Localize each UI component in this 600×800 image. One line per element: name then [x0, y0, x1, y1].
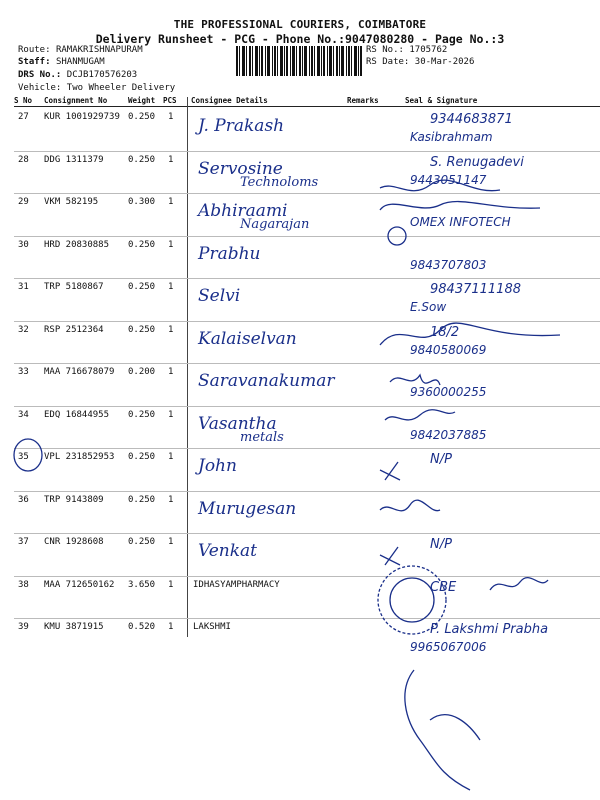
signature-scribble [490, 578, 548, 590]
row-consignment-no: TRP 5180867 [44, 282, 104, 292]
handwritten-consignee: Saravanakumar [198, 371, 335, 391]
signature-scribble [385, 410, 455, 420]
row-consignment-no: HRD 20830885 [44, 239, 110, 250]
row-pcs: 1 [168, 409, 174, 420]
handwritten-consignee: Kalaiselvan [198, 328, 297, 349]
row-weight: 0.200 [128, 367, 156, 377]
signature-phone: E.Sow [410, 300, 447, 314]
row-consignment-no: DDG 1311379 [44, 154, 104, 165]
tick-mark [380, 547, 400, 565]
col-sno: S No [14, 96, 33, 105]
row-weight: 0.250 [128, 112, 156, 122]
row-sno: 32 [18, 324, 29, 335]
signature-scribble [430, 715, 480, 740]
row-weight: 0.250 [128, 409, 156, 420]
row-weight: 0.250 [128, 239, 156, 250]
row-pcs: 1 [168, 282, 174, 292]
runsheet-title: Delivery Runsheet - PCG - Phone No.:9047080280 - Page No.:3 [95, 32, 505, 46]
row-weight: 0.250 [128, 452, 156, 462]
signature-scribble [390, 375, 440, 385]
handwritten-consignee-line2: metals [240, 429, 284, 445]
row-consignment-no: MAA 712650162 [44, 579, 115, 590]
tick-mark [380, 462, 400, 480]
row-pcs: 1 [168, 537, 174, 547]
row-sno: 30 [18, 239, 29, 250]
row-pcs: 1 [168, 622, 174, 632]
vehicle-label: Vehicle: [18, 83, 62, 93]
company-title: THE PROFESSIONAL COURIERS, COIMBATORE [173, 18, 427, 31]
rs-no-value: 1705762 [409, 45, 448, 55]
signature-text: 9344683871 [430, 112, 513, 127]
handwritten-consignee: Venkat [198, 541, 257, 561]
col-seal-signature: Seal & Signature [405, 96, 478, 105]
row-consignment-no: MAA 716678079 [44, 367, 115, 377]
row-sno: 39 [18, 622, 29, 632]
row-sno: 38 [18, 579, 29, 590]
signature-text: 18/2 [430, 324, 460, 340]
col-consignee: Consignee Details [191, 96, 268, 105]
row-consignment-no: VKM 582195 [44, 197, 99, 207]
row-sno: 27 [18, 112, 29, 122]
row-sno: 28 [18, 154, 29, 165]
handwritten-consignee: Servosine [198, 158, 283, 179]
row-weight: 0.250 [128, 537, 156, 547]
route-label: Route: [18, 45, 51, 55]
signature-text: N/P [430, 452, 452, 467]
row-pcs: 1 [168, 579, 174, 590]
row-pcs: 1 [168, 494, 174, 505]
signature-scribble [380, 323, 560, 345]
row-consignee-details: LAKSHMI [193, 622, 231, 632]
row-sno: 34 [18, 409, 29, 420]
circle-mark [388, 227, 406, 245]
row-pcs: 1 [168, 324, 174, 335]
handwritten-consignee: Abhiraami [198, 201, 288, 221]
row-consignment-no: EDQ 16844955 [44, 409, 110, 420]
handwritten-consignee-line2: Nagarajan [240, 217, 310, 232]
signature-text: 98437111188 [430, 282, 521, 297]
signature-text: CBE [430, 579, 457, 595]
row-consignment-no: CNR 1928608 [44, 537, 104, 547]
row-consignment-no: KUR 1001929739 [44, 112, 120, 122]
handwritten-consignee: Murugesan [198, 498, 297, 519]
handwritten-consignee: Prabhu [198, 243, 261, 264]
row-weight: 0.250 [128, 154, 156, 165]
signature-scribble [380, 500, 440, 511]
drs-label: DRS No.: [18, 70, 62, 80]
row-sno: 31 [18, 282, 29, 292]
signature-scribble [405, 670, 470, 790]
signature-text: P. Lakshmi Prabha [430, 622, 549, 637]
drs-value: DCJB170576203 [66, 70, 138, 80]
row-sno: 35 [18, 452, 29, 462]
row-consignment-no: TRP 9143809 [44, 494, 104, 505]
rs-no-label: RS No.: [366, 45, 404, 55]
row-pcs: 1 [168, 154, 174, 165]
row-pcs: 1 [168, 452, 174, 462]
signature-phone: 9842037885 [410, 427, 487, 442]
handwritten-consignee: J. Prakash [198, 116, 285, 136]
row-pcs: 1 [168, 239, 174, 250]
seal-stamp-inner [390, 578, 434, 622]
row-sno: 36 [18, 494, 29, 505]
col-pcs: PCS [163, 96, 177, 105]
sno-circle-mark [14, 439, 42, 471]
signature-phone: 9965067006 [410, 640, 487, 654]
signature-phone: 9843707803 [410, 257, 487, 272]
vehicle-value: Two Wheeler Delivery [66, 83, 176, 93]
row-pcs: 1 [168, 112, 174, 122]
signature-phone: 9360000255 [410, 385, 487, 399]
handwritten-consignee-line2: Technoloms [240, 174, 319, 190]
handwritten-consignee: Selvi [198, 286, 241, 306]
row-weight: 3.650 [128, 579, 156, 590]
handwritten-consignee: John [198, 456, 237, 476]
row-consignee-details: IDHASYAMPHARMACY [193, 579, 280, 590]
row-weight: 0.250 [128, 282, 156, 292]
seal-stamp-outer [378, 566, 446, 634]
signature-text: N/P [430, 537, 452, 552]
signature-phone: 9443051147 [410, 172, 487, 187]
route-value: RAMAKRISHNAPURAM [55, 45, 143, 55]
row-pcs: 1 [168, 197, 174, 207]
signature-text: S. Renugadevi [430, 154, 524, 170]
signature-scribble [380, 202, 540, 210]
row-sno: 29 [18, 197, 29, 207]
signature-phone: 9840580069 [410, 342, 487, 357]
row-consignment-no: RSP 2512364 [44, 324, 104, 335]
handwritten-consignee: Vasantha [198, 413, 277, 434]
signature-phone: Kasibrahmam [410, 130, 493, 144]
row-weight: 0.300 [128, 197, 156, 207]
row-weight: 0.520 [128, 622, 156, 632]
row-consignment-no: KMU 3871915 [44, 622, 104, 632]
row-weight: 0.250 [128, 494, 156, 505]
row-consignment-no: VPL 231852953 [44, 452, 115, 462]
col-consignment: Consignment No [44, 96, 108, 105]
signature-scribble [380, 180, 500, 191]
signature-phone: OMEX INFOTECH [410, 215, 511, 229]
staff-value: SHANMUGAM [55, 57, 105, 67]
rs-date-value: 30-Mar-2026 [414, 57, 475, 67]
staff-label: Staff: [18, 57, 51, 67]
col-weight: Weight [128, 96, 156, 105]
row-sno: 37 [18, 537, 29, 547]
col-remarks: Remarks [347, 96, 379, 105]
row-weight: 0.250 [128, 324, 156, 335]
rs-date-label: RS Date: [366, 57, 410, 67]
row-pcs: 1 [168, 367, 174, 377]
row-sno: 33 [18, 367, 29, 377]
